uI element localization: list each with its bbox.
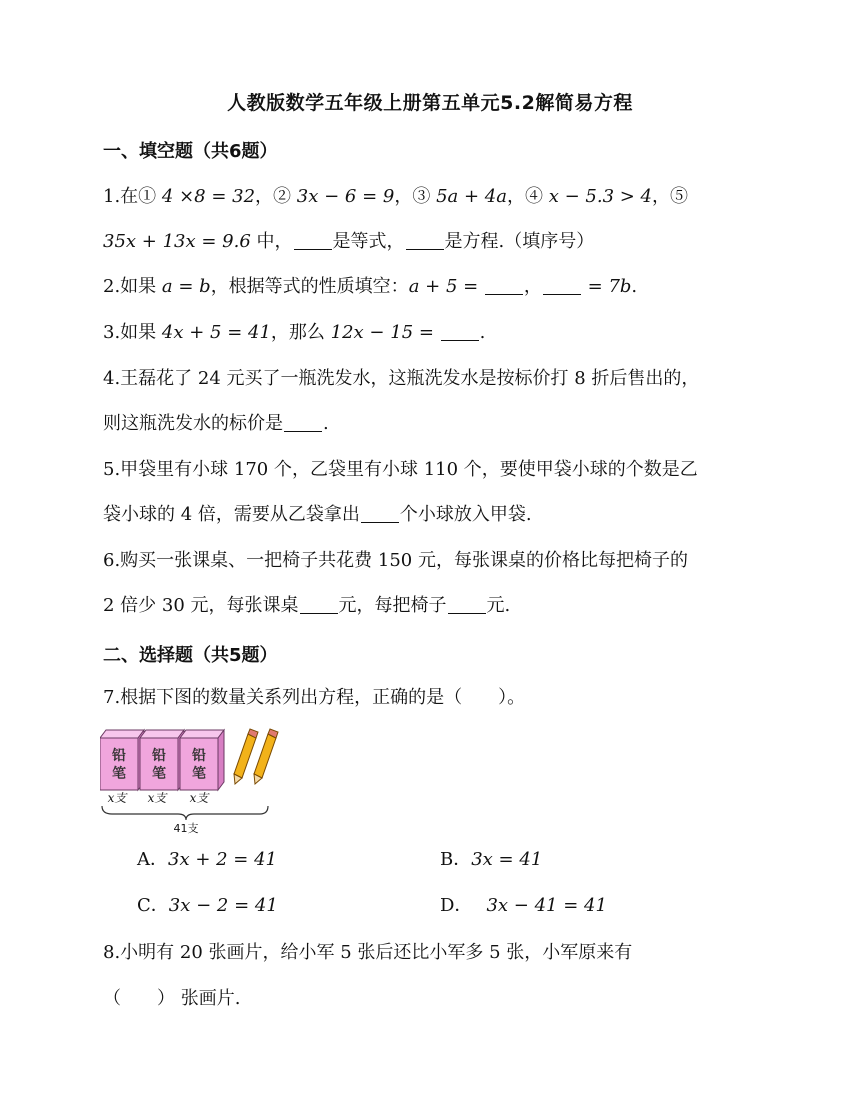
q4-end: . bbox=[323, 413, 329, 434]
unit-label-3: x支 bbox=[189, 791, 209, 805]
total-brace bbox=[102, 806, 268, 820]
q2-sep: ， bbox=[523, 276, 542, 297]
question-4-line-2 bbox=[103, 412, 329, 436]
box-label-top: 铅 bbox=[152, 748, 166, 764]
option-b-equation: 3x = 41 bbox=[471, 849, 543, 870]
unit-label-1: x支 bbox=[107, 791, 127, 805]
answer-blank[interactable] bbox=[441, 322, 479, 341]
answer-blank[interactable] bbox=[284, 413, 322, 432]
q1-prefix: 1.在① bbox=[103, 186, 162, 207]
question-4-line-1: 4.王磊花了 24 元买了一瓶洗发水，这瓶洗发水是按标价打 8 折后售出的， bbox=[103, 368, 700, 389]
q3-end: . bbox=[479, 322, 486, 343]
total-label: 41支 bbox=[173, 822, 199, 835]
question-6-line-2 bbox=[103, 594, 510, 618]
option-c-label: C． bbox=[137, 895, 169, 916]
q1-text2: 是方程.（填序号） bbox=[444, 231, 595, 252]
answer-blank[interactable] bbox=[294, 231, 332, 250]
option-c-equation: 3x − 2 = 41 bbox=[168, 895, 278, 916]
option-d[interactable] bbox=[440, 894, 607, 918]
section-heading-fill-blank: 一、填空题（共6题） bbox=[103, 141, 278, 162]
question-3 bbox=[103, 321, 485, 345]
q1-eq4: x − 5.3 > 4 bbox=[548, 186, 652, 207]
section-heading-multiple-choice: 二、选择题（共5题） bbox=[103, 645, 278, 666]
answer-blank[interactable] bbox=[485, 276, 523, 295]
option-a-label: A． bbox=[137, 849, 168, 870]
q6-mid: 元，每把椅子 bbox=[338, 595, 447, 616]
q5-prefix: 袋小球的 4 倍，需要从乙袋拿出 bbox=[103, 504, 360, 525]
q3-cond: 4x + 5 = 41 bbox=[161, 322, 271, 343]
q2-expr2: = 7b bbox=[581, 276, 632, 297]
answer-blank[interactable] bbox=[448, 595, 486, 614]
option-b[interactable] bbox=[440, 848, 542, 872]
q1-eq5: 35x + 13x = 9.6 bbox=[103, 231, 251, 252]
option-c[interactable] bbox=[137, 894, 278, 918]
pencil-box-1 bbox=[100, 730, 144, 790]
q1-sep1: ，② bbox=[255, 186, 297, 207]
question-1-line-1 bbox=[103, 185, 688, 209]
q1-sep4: ，⑤ bbox=[652, 186, 688, 207]
q1-eq1: 4 ×8 = 32 bbox=[161, 186, 256, 207]
q1-eq3: 5a + 4a bbox=[436, 186, 507, 207]
option-d-equation: 3x − 41 = 41 bbox=[486, 895, 607, 916]
box-label-bottom: 笔 bbox=[152, 766, 166, 782]
option-a[interactable] bbox=[137, 848, 277, 872]
box-label-top: 铅 bbox=[112, 748, 126, 764]
question-8-line-1: 8.小明有 20 张画片，给小军 5 张后还比小军多 5 张，小军原来有 bbox=[103, 942, 633, 963]
question-2 bbox=[103, 275, 637, 299]
q3-prefix: 3.如果 bbox=[103, 322, 162, 343]
q2-end: . bbox=[631, 276, 638, 297]
q2-mid: ，根据等式的性质填空： bbox=[210, 276, 409, 297]
answer-blank[interactable] bbox=[543, 276, 581, 295]
document-title: 人教版数学五年级上册第五单元5.2解简易方程 bbox=[227, 92, 633, 114]
option-d-label: D． bbox=[440, 895, 473, 916]
answer-blank[interactable] bbox=[300, 595, 338, 614]
answer-blank[interactable] bbox=[361, 504, 399, 523]
q6-end: 元. bbox=[486, 595, 511, 616]
q2-expr1: a + 5 = bbox=[408, 276, 484, 297]
q1-sep2: ，③ bbox=[394, 186, 437, 207]
pencil-icon bbox=[254, 729, 278, 784]
box-label-top: 铅 bbox=[192, 748, 206, 764]
box-label-bottom: 笔 bbox=[112, 766, 126, 782]
question-7: 7.根据下图的数量关系列出方程，正确的是（ ）。 bbox=[103, 687, 526, 708]
q3-mid: ，那么 bbox=[270, 322, 331, 343]
q5-end: 个小球放入甲袋. bbox=[399, 504, 532, 525]
q1-eq2: 3x − 6 = 9 bbox=[296, 186, 395, 207]
q4-prefix: 则这瓶洗发水的标价是 bbox=[103, 413, 283, 434]
q6-prefix: 2 倍少 30 元，每张课桌 bbox=[103, 595, 299, 616]
question-5-line-1: 5.甲袋里有小球 170 个，乙袋里有小球 110 个，要使甲袋小球的个数是乙 bbox=[103, 459, 698, 480]
q1-mid: 中， bbox=[250, 231, 293, 252]
answer-blank[interactable] bbox=[406, 231, 444, 250]
question-1-line-2 bbox=[103, 230, 594, 254]
pencil-box-2 bbox=[140, 730, 184, 790]
unit-label-2: x支 bbox=[147, 791, 167, 805]
question-5-line-2 bbox=[103, 503, 532, 527]
q3-expr: 12x − 15 = bbox=[330, 322, 440, 343]
box-label-bottom: 笔 bbox=[192, 766, 206, 782]
q2-cond: a = b bbox=[161, 276, 211, 297]
pencil-boxes-figure bbox=[100, 718, 290, 838]
q1-text1: 是等式， bbox=[332, 231, 405, 252]
q2-prefix: 2.如果 bbox=[103, 276, 162, 297]
option-b-label: B． bbox=[440, 849, 472, 870]
pencil-boxes-illustration bbox=[100, 718, 290, 838]
question-6-line-1: 6.购买一张课桌、一把椅子共花费 150 元，每张课桌的价格比每把椅子的 bbox=[103, 550, 688, 571]
pencil-box-3 bbox=[180, 730, 224, 790]
option-a-equation: 3x + 2 = 41 bbox=[168, 849, 278, 870]
question-8-line-2: （ ） 张画片. bbox=[103, 988, 241, 1009]
q1-sep3: ，④ bbox=[506, 186, 549, 207]
